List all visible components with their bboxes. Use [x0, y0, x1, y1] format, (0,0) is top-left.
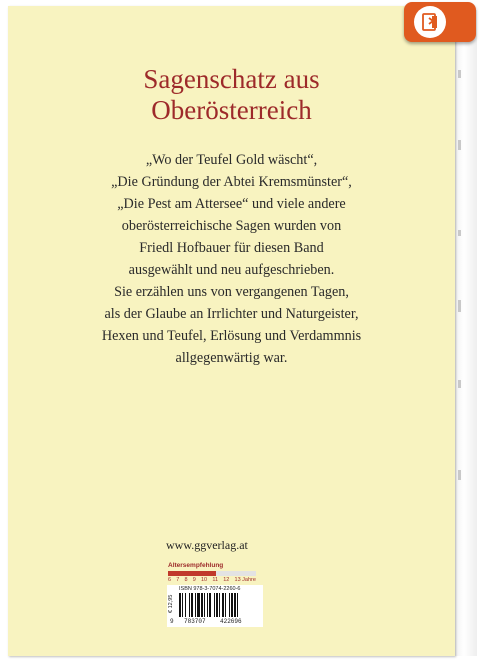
- barcode-bar: [222, 593, 224, 617]
- price-label: € 12,95: [168, 594, 174, 614]
- publisher-website: www.ggverlag.at: [166, 538, 248, 552]
- barcode-bar: [197, 593, 200, 617]
- page-edge-mark: [458, 140, 461, 150]
- age-tick: 12: [223, 577, 230, 583]
- open-reader-button[interactable]: [404, 2, 476, 42]
- barcode-bar: [179, 593, 181, 617]
- barcode-bar: [225, 593, 226, 617]
- description-line: Hexen und Teufel, Erlösung und Verdammnis: [101, 328, 362, 344]
- age-tick: 10: [201, 577, 208, 583]
- page-edge-mark: [458, 300, 461, 312]
- page-edge-mark: [458, 70, 461, 78]
- description-line: „Wo der Teufel Gold wäscht“,: [145, 152, 318, 168]
- description-line: Sie erzählen uns von vergangenen Tagen,: [114, 284, 349, 300]
- description-line: oberösterreichische Sagen wurden von: [121, 218, 342, 234]
- barcode-bar: [204, 593, 205, 617]
- description-line: Friedl Hofbauer für diesen Band: [139, 240, 324, 256]
- page-edge: [455, 10, 477, 656]
- age-recommendation-fill: [168, 571, 216, 576]
- barcode-bar: [214, 593, 215, 617]
- barcode-bar: [182, 593, 183, 617]
- barcode-bar: [234, 593, 236, 617]
- cover-title-line-1: Sagenschatz aus: [143, 64, 320, 94]
- age-tick: 6: [168, 577, 172, 583]
- age-tick: 9: [192, 577, 196, 583]
- page-edge-mark: [458, 380, 461, 388]
- barcode-bar: [209, 593, 211, 617]
- barcode-bar: [231, 593, 233, 617]
- age-recommendation-label: Altersempfehlung: [168, 562, 224, 569]
- barcode-bar: [237, 593, 238, 617]
- barcode-bar: [216, 593, 218, 617]
- description-line: „Die Gründung der Abtei Kremsmünster“,: [111, 174, 352, 190]
- barcode-bar: [185, 593, 186, 617]
- barcode-number-group2: 422696: [220, 618, 242, 625]
- barcode-bar: [189, 593, 190, 617]
- description-line: ausgewählt und neu aufgeschrieben.: [128, 262, 335, 278]
- age-tick: 13 Jahre: [234, 577, 256, 583]
- barcode-bar: [219, 593, 220, 617]
- barcode-bar: [195, 593, 196, 617]
- barcode-block: [167, 585, 263, 627]
- barcode-bar: [191, 593, 193, 617]
- page-edge-mark: [458, 470, 461, 480]
- age-recommendation-bar: [168, 571, 256, 576]
- description-line: als der Glaube an Irrlichter und Naturgeister,: [104, 306, 359, 322]
- description-line: „Die Pest am Attersee“ und viele andere: [117, 196, 346, 212]
- open-book-icon: [420, 12, 440, 32]
- cover-title-line-2: Oberösterreich: [151, 95, 312, 125]
- page-edge-mark: [458, 230, 461, 236]
- description-line: allgegenwärtig war.: [175, 350, 288, 366]
- isbn-label: ISBN 978-3-7074-2260-6: [179, 586, 241, 592]
- barcode-bar: [201, 593, 203, 617]
- barcode: [179, 593, 259, 618]
- age-scale: [168, 577, 256, 584]
- barcode-bar: [207, 593, 208, 617]
- barcode-bar: [229, 593, 230, 617]
- barcode-number-first: 9: [170, 618, 174, 625]
- cover-description: [8, 149, 455, 369]
- age-tick: 11: [212, 577, 219, 583]
- age-tick: 8: [184, 577, 188, 583]
- age-tick: 7: [176, 577, 180, 583]
- barcode-number-group1: 783707: [184, 618, 206, 625]
- badge-circle: [414, 6, 446, 38]
